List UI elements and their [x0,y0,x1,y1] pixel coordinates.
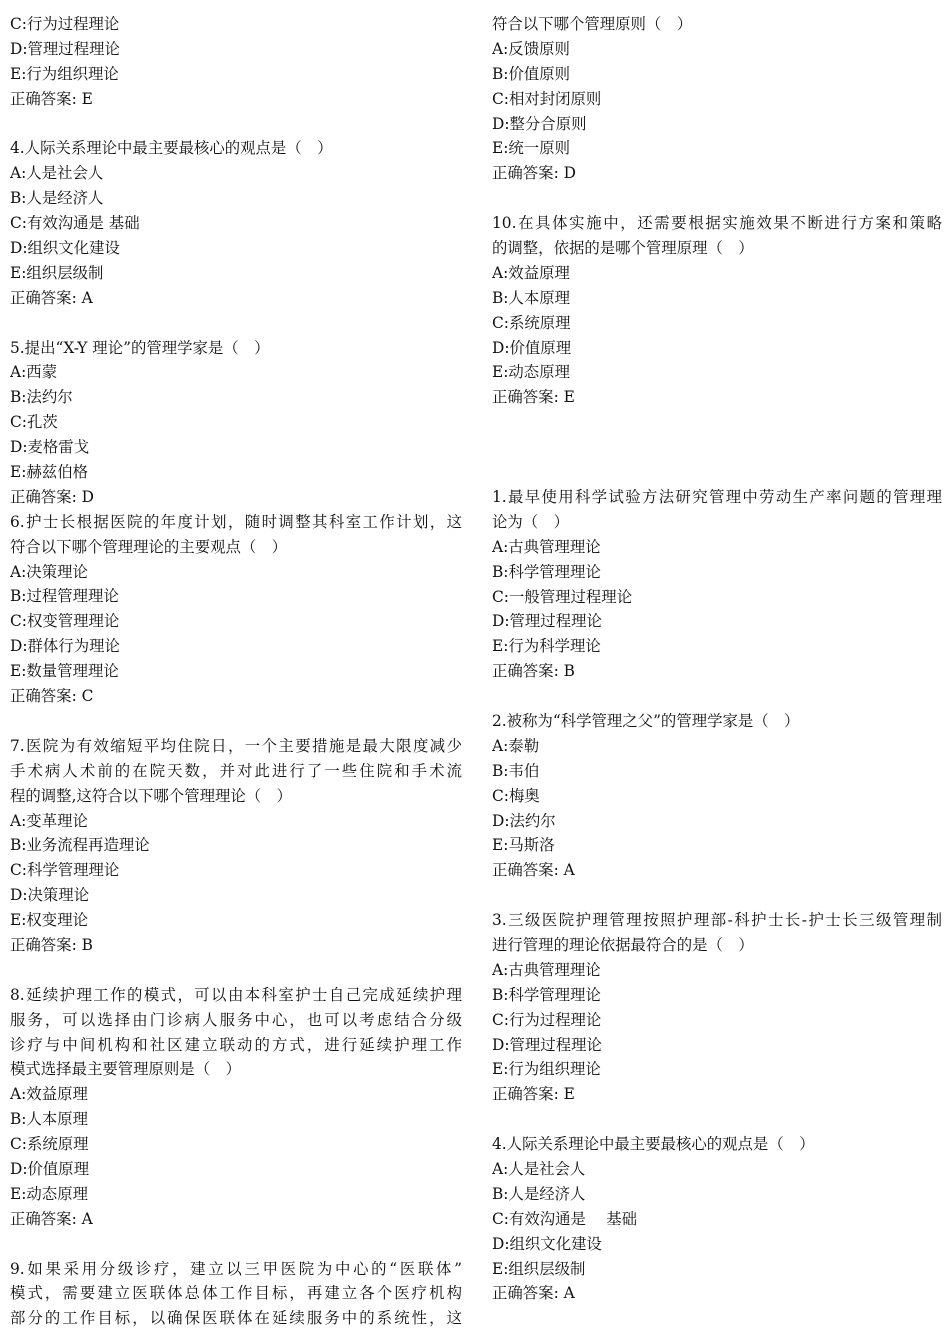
blank-line [10,1232,462,1257]
option-line: A:古典管理理论 [492,537,601,556]
question-line: 6.护士长根据医院的年度计划，随时调整其科室工作计划，这 [10,512,462,531]
option-line: B:科学管理理论 [492,562,601,581]
option-line: D:整分合原则 [492,114,587,133]
option-line: E:行为科学理论 [492,637,601,656]
option-line: A:西蒙 [10,363,58,382]
blank-line [10,709,462,734]
option-line: D:组织文化建设 [492,1234,602,1253]
answer-line: 正确答案: A [10,1209,93,1228]
question-line: 进行管理的理论依据最符合的是（ ） [492,935,754,954]
option-line: B:人是经济人 [492,1184,586,1203]
question-line: 4.人际关系理论中最主要最核心的观点是（ ） [492,1135,815,1154]
option-line: D:组织文化建设 [10,239,120,258]
option-line: D:管理过程理论 [10,39,120,58]
answer-line: 正确答案: E [492,388,575,407]
option-line: C:系统原理 [10,1135,89,1154]
blank-line [10,112,462,137]
option-line: D:价值原理 [492,338,572,357]
option-line: E:数量管理理论 [10,662,119,681]
answer-line: 正确答案: B [10,935,93,954]
question-line: 的调整，依据的是哪个管理原理（ ） [492,239,754,258]
option-line: C:有效沟通是 基础 [492,1209,637,1228]
option-line: E:动态原理 [10,1184,88,1203]
option-line: C:行为过程理论 [492,1010,602,1029]
option-line: B:价值原则 [492,64,571,83]
option-line: D:决策理论 [10,886,90,905]
question-line: 程的调整,这符合以下哪个管理理论（ ） [10,786,292,805]
option-line: A:泰勒 [492,736,540,755]
option-line: D:管理过程理论 [492,612,602,631]
question-line: 服务，可以选择由门诊病人服务中心，也可以考虑结合分级 [10,1010,462,1029]
question-line: 8.延续护理工作的模式，可以由本科室护士自己完成延续护理 [10,985,462,1004]
option-line: B:业务流程再造理论 [10,836,150,855]
question-line: 5.提出“X-Y 理论”的管理学家是（ ） [10,338,270,357]
option-line: A:决策理论 [10,562,88,581]
question-line: 手术病人术前的在院天数，并对此进行了一些住院和手术流 [10,761,462,780]
question-line: 1.最早使用科学试验方法研究管理中劳动生产率问题的管理理 [492,487,942,506]
option-line: E:组织层级制 [492,1259,586,1278]
option-line: D:群体行为理论 [10,637,120,656]
option-line: E:行为组织理论 [492,1060,601,1079]
option-line: C:梅奥 [492,786,540,805]
blank-line [492,883,942,908]
option-line: C:系统原理 [492,313,571,332]
answer-line: 正确答案: B [492,662,575,681]
option-line: A:变革理论 [10,811,88,830]
option-line: C:相对封闭原则 [492,89,602,108]
option-line: A:人是社会人 [492,1159,586,1178]
option-line: E:赫兹伯格 [10,463,88,482]
blank-line [492,410,942,485]
option-line: E:马斯洛 [492,836,555,855]
question-line: 符合以下哪个管理原则（ ） [492,15,693,33]
question-line: 2.被称为“科学管理之父”的管理学家是（ ） [492,711,800,730]
answer-line: 正确答案: D [10,487,94,506]
option-line: E:组织层级制 [10,263,104,282]
option-line: B:人本原理 [10,1110,89,1129]
option-line: B:法约尔 [10,388,73,407]
option-line: A:古典管理理论 [492,960,601,979]
question-line: 符合以下哪个管理理论的主要观点（ ） [10,537,288,556]
option-line: B:科学管理理论 [492,985,601,1004]
answer-line: 正确答案: A [492,1284,575,1303]
option-line: E:统一原则 [492,139,570,158]
option-line: B:韦伯 [492,761,540,780]
option-line: E:动态原理 [492,363,570,382]
option-line: C:一般管理过程理论 [492,587,633,606]
question-line: 论为（ ） [492,512,569,531]
answer-line: 正确答案: D [492,164,576,183]
option-line: C:权变管理理论 [10,612,120,631]
option-line: C:行为过程理论 [10,15,120,33]
answer-line: 正确答案: E [10,89,93,108]
question-line: 部分的工作目标，以确保医联体在延续服务中的系统性，这 [10,1309,462,1328]
option-line: A:人是社会人 [10,164,104,183]
option-line: B:过程管理理论 [10,587,119,606]
option-line: C:科学管理理论 [10,861,120,880]
question-line: 10.在具体实施中，还需要根据实施效果不断进行方案和策略 [492,214,942,233]
option-line: B:人本原理 [492,288,571,307]
question-line: 4.人际关系理论中最主要最核心的观点是（ ） [10,139,333,158]
blank-line [492,1107,942,1132]
answer-line: 正确答案: E [492,1085,575,1104]
question-line: 模式，需要建立医联体总体工作目标，再建立各个医疗机构 [10,1284,462,1303]
left-column [10,12,462,1331]
blank-line [10,311,462,336]
option-line: D:管理过程理论 [492,1035,602,1054]
option-line: C:孔茨 [10,413,58,432]
blank-line [10,958,462,983]
option-line: B:人是经济人 [10,189,104,208]
question-line: 9.如果采用分级诊疗，建立以三甲医院为中心的“医联体” [10,1259,462,1278]
option-line: D:法约尔 [492,811,556,830]
answer-line: 正确答案: A [492,861,575,880]
blank-line [492,684,942,709]
option-line: D:价值原理 [10,1159,90,1178]
question-line: 诊疗与中间机构和社区建立联动的方式，进行延续护理工作 [10,1035,462,1054]
option-line: E:行为组织理论 [10,64,119,83]
answer-line: 正确答案: C [10,687,94,706]
option-line: D:麦格雷戈 [10,438,90,457]
option-line: A:反馈原则 [492,39,570,58]
option-line: E:权变理论 [10,911,88,930]
question-line: 3.三级医院护理管理按照护理部-科护士长-护士长三级管理制 [492,911,942,930]
question-line: 7.医院为有效缩短平均住院日，一个主要措施是最大限度减少 [10,736,462,755]
option-line: C:有效沟通是 基础 [10,214,140,233]
answer-line: 正确答案: A [10,288,93,307]
option-line: A:效益原理 [10,1085,88,1104]
blank-line [492,186,942,211]
option-line: A:效益原理 [492,263,570,282]
question-line: 模式选择最主要管理原则是（ ） [10,1060,241,1079]
right-column [492,12,942,1306]
